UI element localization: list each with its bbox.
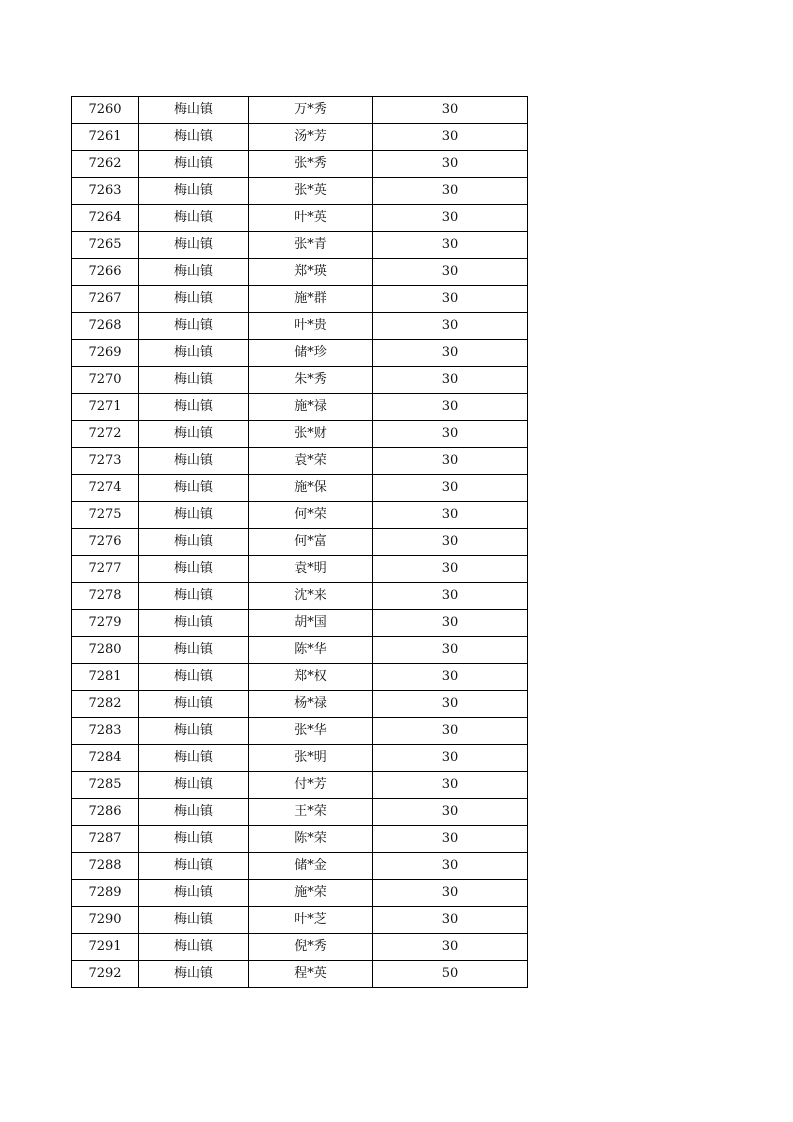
table-row xyxy=(72,367,528,394)
table-row xyxy=(72,394,528,421)
amount-cell: 30 xyxy=(373,610,528,637)
town-cell: 梅山镇 xyxy=(139,124,249,151)
person-name-cell: 杨*禄 xyxy=(249,691,373,718)
row-number-cell: 7268 xyxy=(72,313,139,340)
table-row xyxy=(72,961,528,988)
town-cell: 梅山镇 xyxy=(139,178,249,205)
table-row xyxy=(72,583,528,610)
amount-cell: 30 xyxy=(373,97,528,124)
person-name-cell: 储*金 xyxy=(249,853,373,880)
person-name-cell: 叶*芝 xyxy=(249,907,373,934)
roster-table xyxy=(71,96,528,988)
person-name-cell: 万*秀 xyxy=(249,97,373,124)
amount-cell: 30 xyxy=(373,772,528,799)
amount-cell: 30 xyxy=(373,178,528,205)
town-cell: 梅山镇 xyxy=(139,232,249,259)
amount-cell: 30 xyxy=(373,259,528,286)
row-number-cell: 7273 xyxy=(72,448,139,475)
row-number-cell: 7286 xyxy=(72,799,139,826)
row-number-cell: 7288 xyxy=(72,853,139,880)
person-name-cell: 张*华 xyxy=(249,718,373,745)
row-number-cell: 7280 xyxy=(72,637,139,664)
person-name-cell: 袁*荣 xyxy=(249,448,373,475)
amount-cell: 50 xyxy=(373,961,528,988)
person-name-cell: 叶*贵 xyxy=(249,313,373,340)
table-row xyxy=(72,637,528,664)
row-number-cell: 7283 xyxy=(72,718,139,745)
table-row xyxy=(72,151,528,178)
amount-cell: 30 xyxy=(373,394,528,421)
table-row xyxy=(72,259,528,286)
town-cell: 梅山镇 xyxy=(139,718,249,745)
row-number-cell: 7289 xyxy=(72,880,139,907)
row-number-cell: 7285 xyxy=(72,772,139,799)
table-row xyxy=(72,907,528,934)
town-cell: 梅山镇 xyxy=(139,556,249,583)
person-name-cell: 张*英 xyxy=(249,178,373,205)
town-cell: 梅山镇 xyxy=(139,907,249,934)
town-cell: 梅山镇 xyxy=(139,313,249,340)
town-cell: 梅山镇 xyxy=(139,421,249,448)
amount-cell: 30 xyxy=(373,826,528,853)
row-number-cell: 7291 xyxy=(72,934,139,961)
row-number-cell: 7265 xyxy=(72,232,139,259)
person-name-cell: 付*芳 xyxy=(249,772,373,799)
town-cell: 梅山镇 xyxy=(139,826,249,853)
table-row xyxy=(72,124,528,151)
amount-cell: 30 xyxy=(373,907,528,934)
table-row xyxy=(72,205,528,232)
town-cell: 梅山镇 xyxy=(139,259,249,286)
table-row xyxy=(72,799,528,826)
table-row xyxy=(72,853,528,880)
table-row xyxy=(72,610,528,637)
amount-cell: 30 xyxy=(373,232,528,259)
row-number-cell: 7282 xyxy=(72,691,139,718)
table-row xyxy=(72,178,528,205)
row-number-cell: 7277 xyxy=(72,556,139,583)
row-number-cell: 7278 xyxy=(72,583,139,610)
amount-cell: 30 xyxy=(373,664,528,691)
table-row xyxy=(72,286,528,313)
person-name-cell: 陈*华 xyxy=(249,637,373,664)
amount-cell: 30 xyxy=(373,448,528,475)
row-number-cell: 7267 xyxy=(72,286,139,313)
person-name-cell: 袁*明 xyxy=(249,556,373,583)
person-name-cell: 郑*权 xyxy=(249,664,373,691)
table-row xyxy=(72,691,528,718)
town-cell: 梅山镇 xyxy=(139,286,249,313)
town-cell: 梅山镇 xyxy=(139,340,249,367)
row-number-cell: 7287 xyxy=(72,826,139,853)
row-number-cell: 7264 xyxy=(72,205,139,232)
amount-cell: 30 xyxy=(373,718,528,745)
amount-cell: 30 xyxy=(373,205,528,232)
amount-cell: 30 xyxy=(373,340,528,367)
town-cell: 梅山镇 xyxy=(139,97,249,124)
amount-cell: 30 xyxy=(373,286,528,313)
table-row xyxy=(72,475,528,502)
person-name-cell: 何*富 xyxy=(249,529,373,556)
town-cell: 梅山镇 xyxy=(139,610,249,637)
town-cell: 梅山镇 xyxy=(139,151,249,178)
town-cell: 梅山镇 xyxy=(139,367,249,394)
row-number-cell: 7261 xyxy=(72,124,139,151)
amount-cell: 30 xyxy=(373,529,528,556)
town-cell: 梅山镇 xyxy=(139,772,249,799)
row-number-cell: 7270 xyxy=(72,367,139,394)
table-row xyxy=(72,340,528,367)
amount-cell: 30 xyxy=(373,745,528,772)
roster-table-body xyxy=(72,97,528,988)
person-name-cell: 施*禄 xyxy=(249,394,373,421)
table-row xyxy=(72,934,528,961)
town-cell: 梅山镇 xyxy=(139,934,249,961)
amount-cell: 30 xyxy=(373,502,528,529)
town-cell: 梅山镇 xyxy=(139,961,249,988)
table-row xyxy=(72,313,528,340)
town-cell: 梅山镇 xyxy=(139,853,249,880)
amount-cell: 30 xyxy=(373,421,528,448)
amount-cell: 30 xyxy=(373,691,528,718)
person-name-cell: 储*珍 xyxy=(249,340,373,367)
amount-cell: 30 xyxy=(373,880,528,907)
row-number-cell: 7281 xyxy=(72,664,139,691)
person-name-cell: 施*群 xyxy=(249,286,373,313)
row-number-cell: 7263 xyxy=(72,178,139,205)
table-row xyxy=(72,880,528,907)
amount-cell: 30 xyxy=(373,853,528,880)
row-number-cell: 7269 xyxy=(72,340,139,367)
town-cell: 梅山镇 xyxy=(139,205,249,232)
row-number-cell: 7290 xyxy=(72,907,139,934)
amount-cell: 30 xyxy=(373,475,528,502)
table-row xyxy=(72,718,528,745)
town-cell: 梅山镇 xyxy=(139,664,249,691)
table-row xyxy=(72,529,528,556)
amount-cell: 30 xyxy=(373,313,528,340)
person-name-cell: 施*荣 xyxy=(249,880,373,907)
town-cell: 梅山镇 xyxy=(139,880,249,907)
person-name-cell: 郑*瑛 xyxy=(249,259,373,286)
person-name-cell: 王*荣 xyxy=(249,799,373,826)
amount-cell: 30 xyxy=(373,124,528,151)
amount-cell: 30 xyxy=(373,151,528,178)
amount-cell: 30 xyxy=(373,556,528,583)
person-name-cell: 陈*荣 xyxy=(249,826,373,853)
table-row xyxy=(72,772,528,799)
town-cell: 梅山镇 xyxy=(139,691,249,718)
row-number-cell: 7276 xyxy=(72,529,139,556)
table-row xyxy=(72,502,528,529)
amount-cell: 30 xyxy=(373,367,528,394)
person-name-cell: 叶*英 xyxy=(249,205,373,232)
table-row xyxy=(72,232,528,259)
town-cell: 梅山镇 xyxy=(139,637,249,664)
town-cell: 梅山镇 xyxy=(139,475,249,502)
row-number-cell: 7260 xyxy=(72,97,139,124)
table-row xyxy=(72,745,528,772)
row-number-cell: 7274 xyxy=(72,475,139,502)
person-name-cell: 倪*秀 xyxy=(249,934,373,961)
row-number-cell: 7271 xyxy=(72,394,139,421)
person-name-cell: 张*财 xyxy=(249,421,373,448)
amount-cell: 30 xyxy=(373,583,528,610)
person-name-cell: 张*青 xyxy=(249,232,373,259)
amount-cell: 30 xyxy=(373,799,528,826)
row-number-cell: 7266 xyxy=(72,259,139,286)
person-name-cell: 胡*国 xyxy=(249,610,373,637)
row-number-cell: 7284 xyxy=(72,745,139,772)
table-row xyxy=(72,421,528,448)
person-name-cell: 汤*芳 xyxy=(249,124,373,151)
town-cell: 梅山镇 xyxy=(139,799,249,826)
person-name-cell: 张*明 xyxy=(249,745,373,772)
town-cell: 梅山镇 xyxy=(139,448,249,475)
table-row xyxy=(72,556,528,583)
amount-cell: 30 xyxy=(373,637,528,664)
amount-cell: 30 xyxy=(373,934,528,961)
town-cell: 梅山镇 xyxy=(139,745,249,772)
person-name-cell: 朱*秀 xyxy=(249,367,373,394)
table-row xyxy=(72,448,528,475)
row-number-cell: 7275 xyxy=(72,502,139,529)
town-cell: 梅山镇 xyxy=(139,583,249,610)
town-cell: 梅山镇 xyxy=(139,394,249,421)
person-name-cell: 张*秀 xyxy=(249,151,373,178)
person-name-cell: 沈*来 xyxy=(249,583,373,610)
town-cell: 梅山镇 xyxy=(139,502,249,529)
row-number-cell: 7279 xyxy=(72,610,139,637)
person-name-cell: 施*保 xyxy=(249,475,373,502)
person-name-cell: 何*荣 xyxy=(249,502,373,529)
table-row xyxy=(72,97,528,124)
row-number-cell: 7292 xyxy=(72,961,139,988)
table-row xyxy=(72,826,528,853)
person-name-cell: 程*英 xyxy=(249,961,373,988)
table-row xyxy=(72,664,528,691)
town-cell: 梅山镇 xyxy=(139,529,249,556)
row-number-cell: 7262 xyxy=(72,151,139,178)
row-number-cell: 7272 xyxy=(72,421,139,448)
